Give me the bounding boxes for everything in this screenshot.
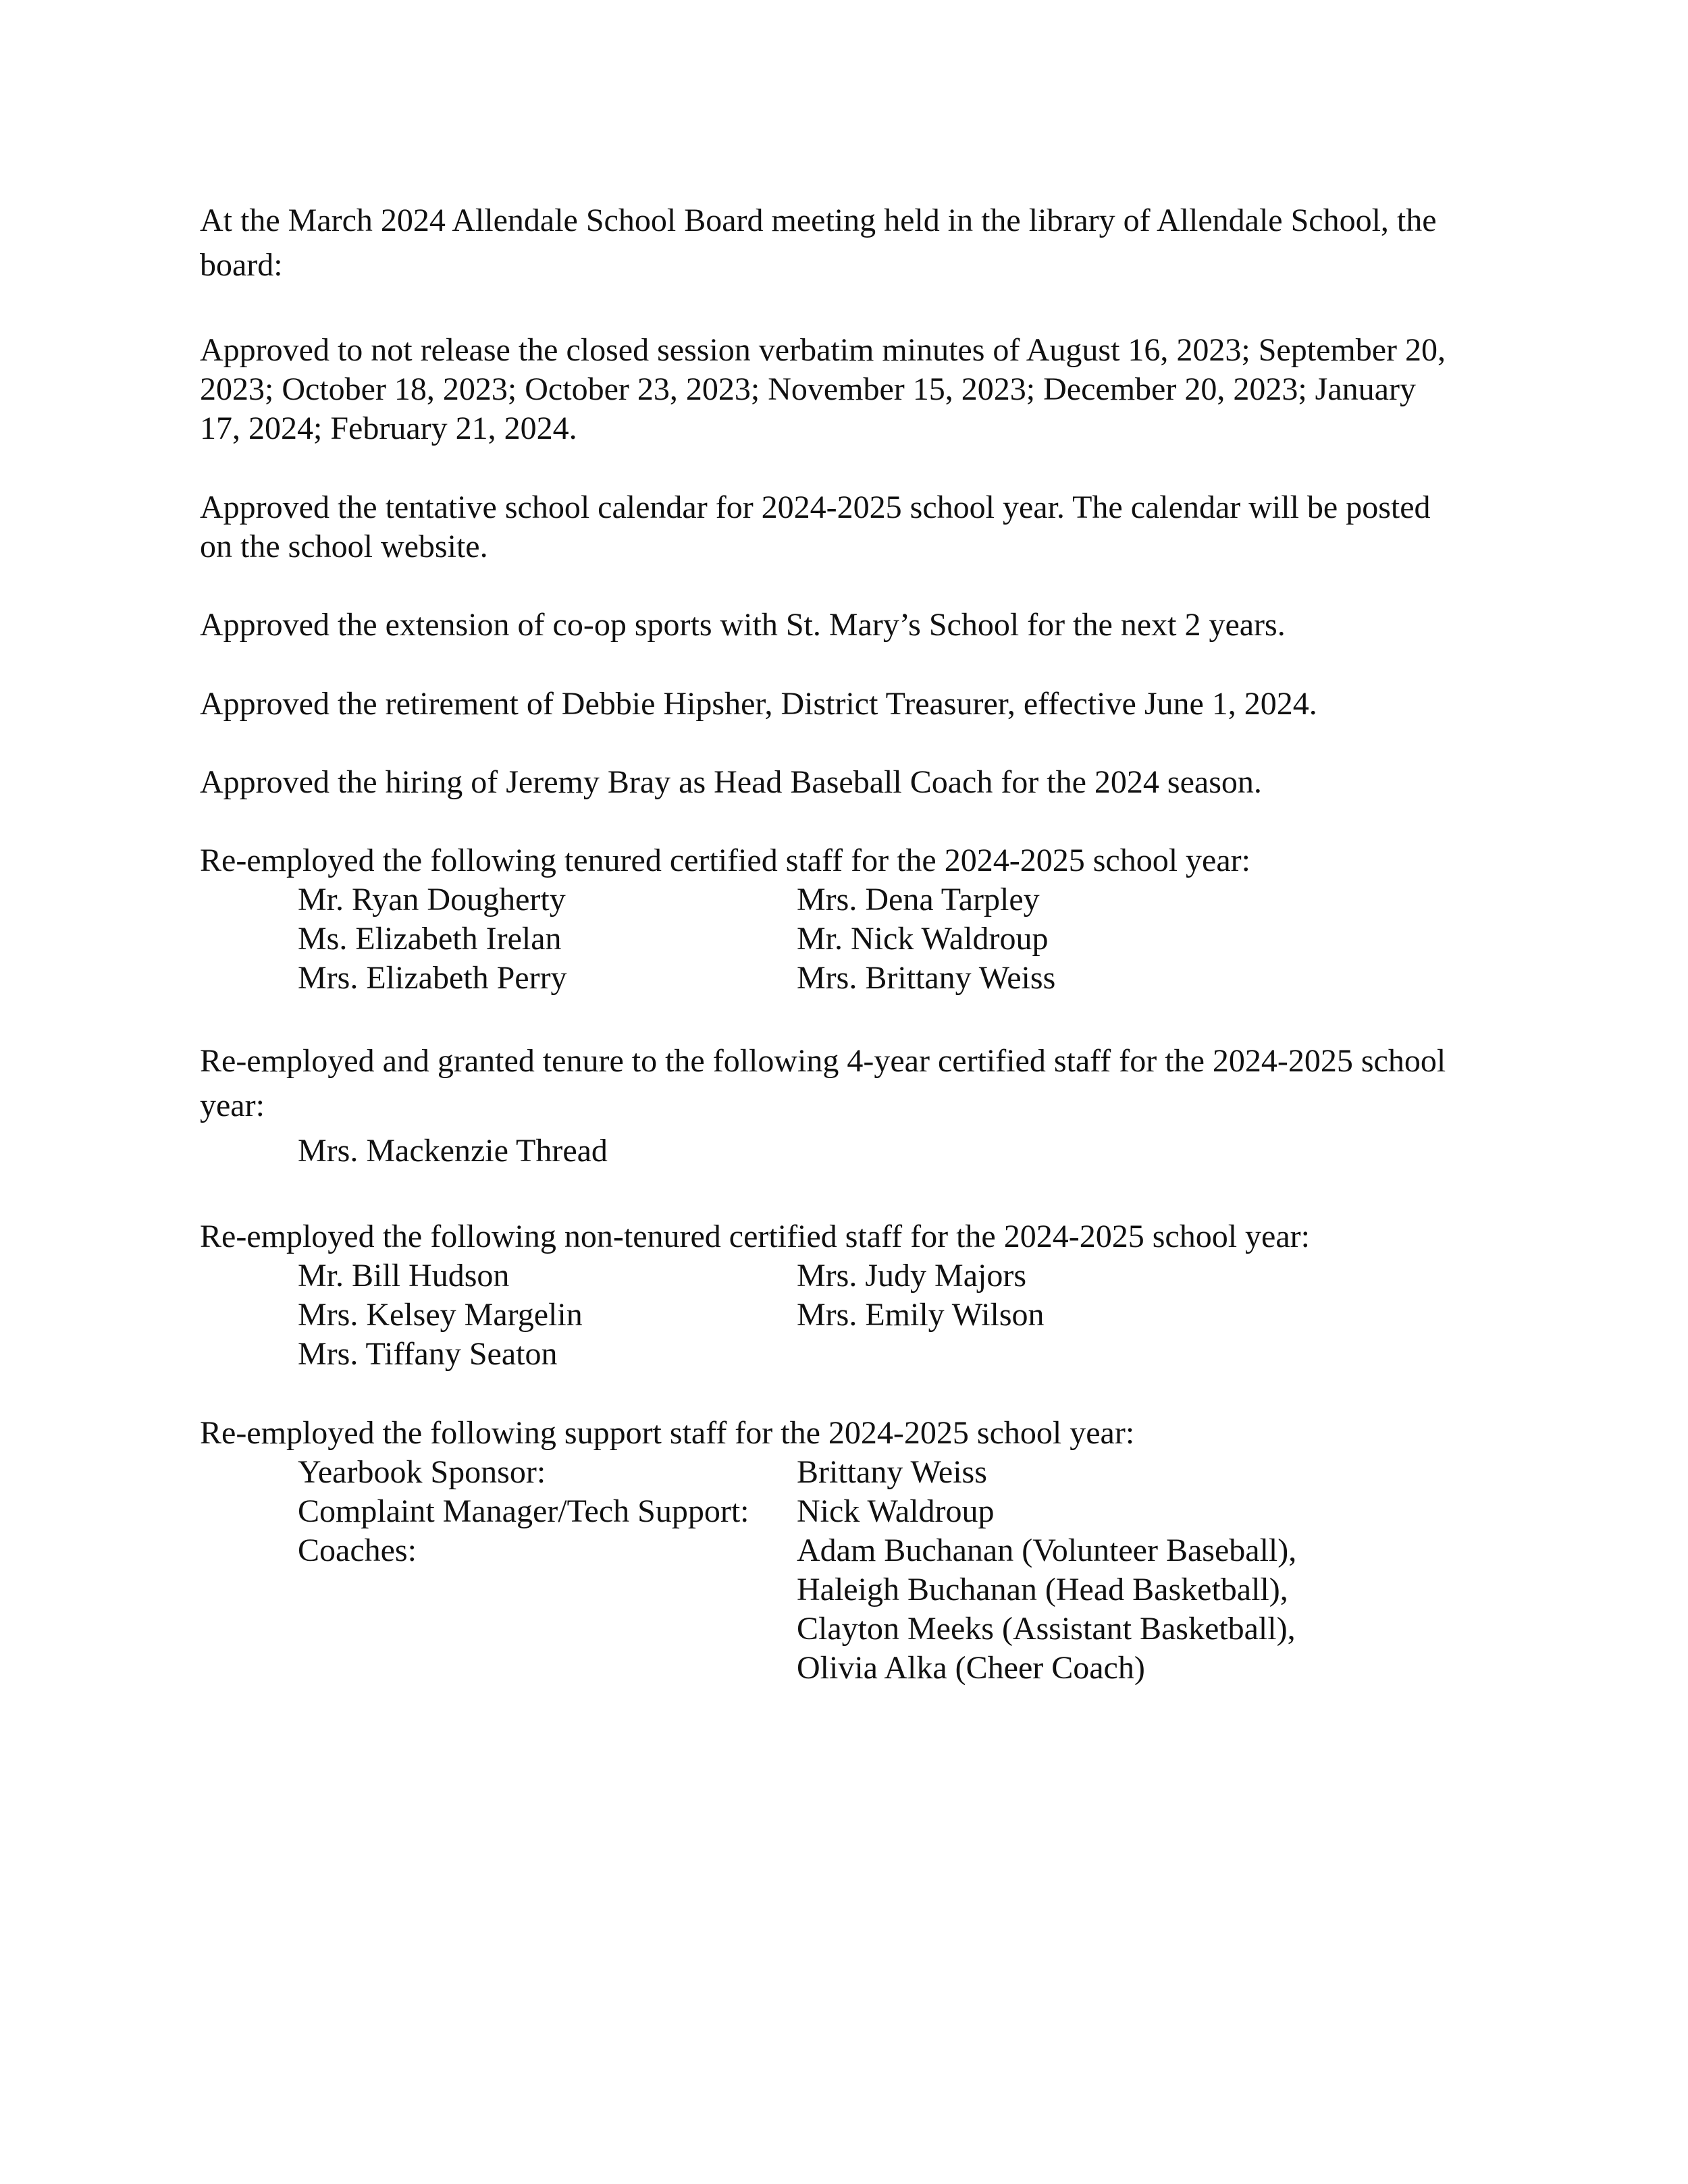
coop-sports-line: Approved the extension of co-op sports with St. Mary’s School for the next 2 years. bbox=[200, 607, 1286, 643]
closed-session-line-2: 2023; October 18, 2023; October 23, 2023; November 15, 2023; December 20, 2023; January bbox=[200, 371, 1416, 407]
granted-tenure-name: Mrs. Mackenzie Thread bbox=[298, 1133, 608, 1169]
non-tenured-name: Mrs. Kelsey Margelin bbox=[298, 1297, 583, 1333]
closed-session-line-3: 17, 2024; February 21, 2024. bbox=[200, 410, 577, 446]
support-heading: Re-employed the following support staff for the 2024-2025 school year: bbox=[200, 1415, 1135, 1451]
support-role-value: Nick Waldroup bbox=[797, 1493, 995, 1529]
retirement-line: Approved the retirement of Debbie Hipsher, District Treasurer, effective June 1, 2024. bbox=[200, 686, 1317, 722]
support-role-value: Brittany Weiss bbox=[797, 1454, 987, 1490]
coach-entry: Olivia Alka (Cheer Coach) bbox=[797, 1650, 1145, 1686]
calendar-line-2: on the school website. bbox=[200, 529, 488, 564]
non-tenured-name: Mrs. Judy Majors bbox=[797, 1258, 1027, 1294]
hiring-line: Approved the hiring of Jeremy Bray as Head Baseball Coach for the 2024 season. bbox=[200, 764, 1262, 800]
intro-line-1: At the March 2024 Allendale School Board meeting held in the library of Allendale School, the bbox=[200, 203, 1437, 238]
tenured-name: Mrs. Dena Tarpley bbox=[797, 882, 1040, 917]
tenured-heading: Re-employed the following tenured certified staff for the 2024-2025 school year: bbox=[200, 843, 1250, 878]
support-role-label: Complaint Manager/Tech Support: bbox=[298, 1493, 749, 1529]
tenured-name: Mrs. Elizabeth Perry bbox=[298, 960, 567, 996]
coach-entry: Clayton Meeks (Assistant Basketball), bbox=[797, 1611, 1296, 1647]
non-tenured-heading: Re-employed the following non-tenured certified staff for the 2024-2025 school year: bbox=[200, 1219, 1310, 1254]
support-role-label: Yearbook Sponsor: bbox=[298, 1454, 546, 1490]
support-role-label: Coaches: bbox=[298, 1533, 417, 1568]
tenured-name: Mr. Ryan Dougherty bbox=[298, 882, 566, 917]
support-role-value: Adam Buchanan (Volunteer Baseball), bbox=[797, 1533, 1297, 1568]
non-tenured-name: Mrs. Tiffany Seaton bbox=[298, 1336, 558, 1372]
granted-tenure-line-1: Re-employed and granted tenure to the following 4-year certified staff for the 2024-2025 school bbox=[200, 1043, 1446, 1079]
non-tenured-name: Mrs. Emily Wilson bbox=[797, 1297, 1045, 1333]
tenured-name: Mr. Nick Waldroup bbox=[797, 921, 1049, 957]
tenured-name: Ms. Elizabeth Irelan bbox=[298, 921, 562, 957]
tenured-name: Mrs. Brittany Weiss bbox=[797, 960, 1056, 996]
granted-tenure-line-2: year: bbox=[200, 1088, 265, 1123]
closed-session-line-1: Approved to not release the closed session verbatim minutes of August 16, 2023; September 20, bbox=[200, 332, 1446, 368]
non-tenured-name: Mr. Bill Hudson bbox=[298, 1258, 510, 1294]
intro-line-2: board: bbox=[200, 247, 283, 283]
calendar-line-1: Approved the tentative school calendar for 2024-2025 school year. The calendar will be posted bbox=[200, 489, 1431, 525]
coach-entry: Haleigh Buchanan (Head Basketball), bbox=[797, 1572, 1288, 1607]
